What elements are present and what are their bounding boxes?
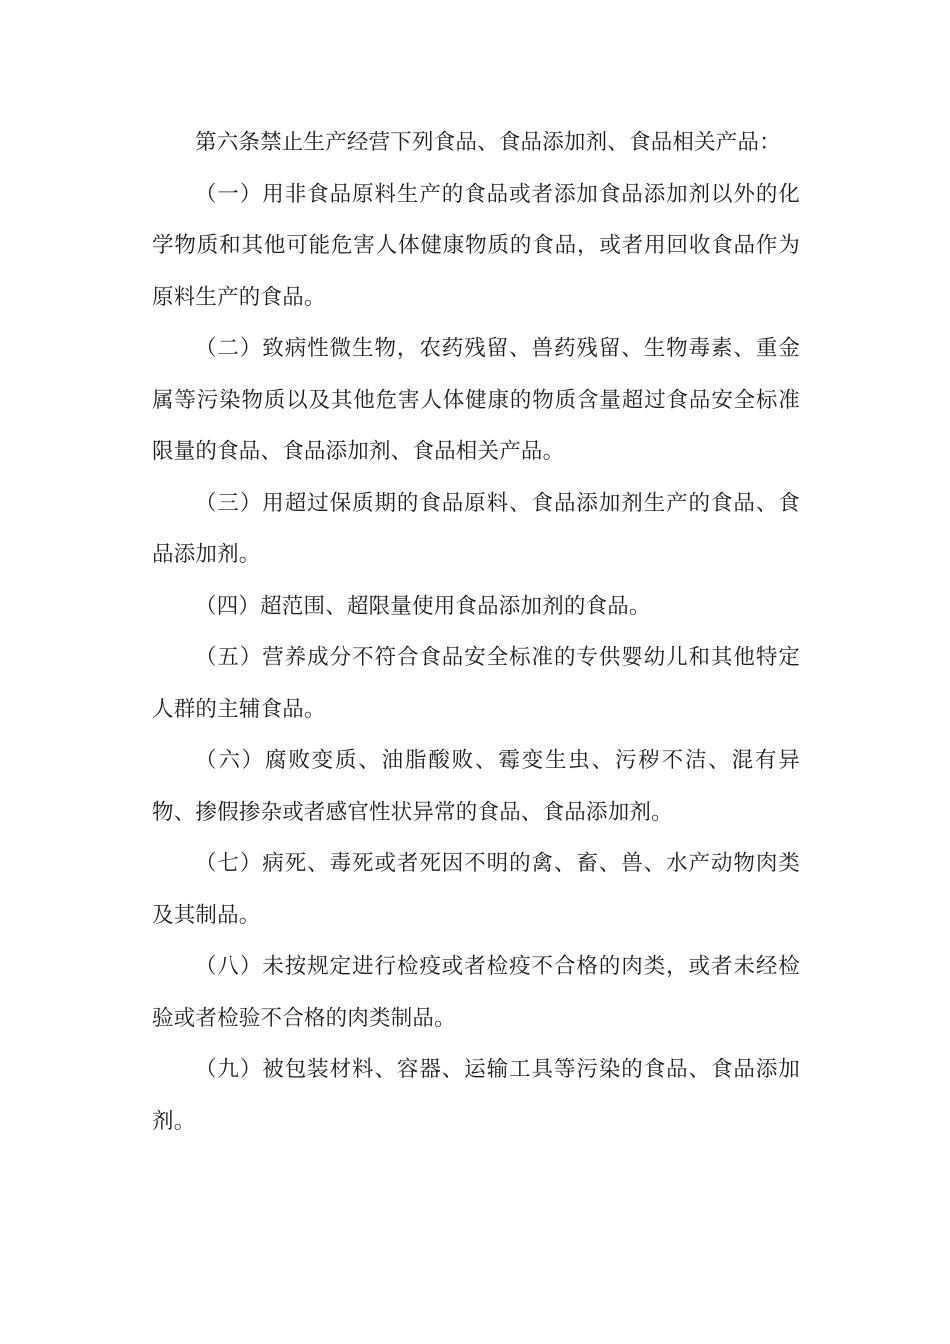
clause-9: （九）被包装材料、容器、运输工具等污染的食品、食品添加剂。 <box>152 1057 800 1134</box>
clause-1: （一）用非食品原料生产的食品或者添加食品添加剂以外的化学物质和其他可能危害人体健康物质的食品，或者用回收食品作为原料生产的食品。 <box>152 181 800 310</box>
clause-3: （三）用超过保质期的食品原料、食品添加剂生产的食品、食品添加剂。 <box>152 490 800 567</box>
clause-6: （六）腐败变质、油脂酸败、霉变生虫、污秽不洁、混有异物、掺假掺杂或者感官性状异常的食品、食品添加剂。 <box>152 748 800 825</box>
article-heading: 第六条禁止生产经营下列食品、食品添加剂、食品相关产品： <box>195 130 781 155</box>
clause-7: （七）病死、毒死或者死因不明的禽、畜、兽、水产动物肉类及其制品。 <box>152 851 800 928</box>
clause-2: （二）致病性微生物，农药残留、兽药残留、生物毒素、重金属等污染物质以及其他危害人体健康的物质含量超过食品安全标准限量的食品、食品添加剂、食品相关产品。 <box>152 336 800 464</box>
clause-8: （八）未按规定进行检疫或者检疫不合格的肉类，或者未经检验或者检验不合格的肉类制品。 <box>152 954 800 1031</box>
clause-5: （五）营养成分不符合食品安全标准的专供婴幼儿和其他特定人群的主辅食品。 <box>152 645 800 722</box>
clause-4: （四）超范围、超限量使用食品添加剂的食品。 <box>195 593 651 619</box>
document-body <box>152 117 800 1147</box>
